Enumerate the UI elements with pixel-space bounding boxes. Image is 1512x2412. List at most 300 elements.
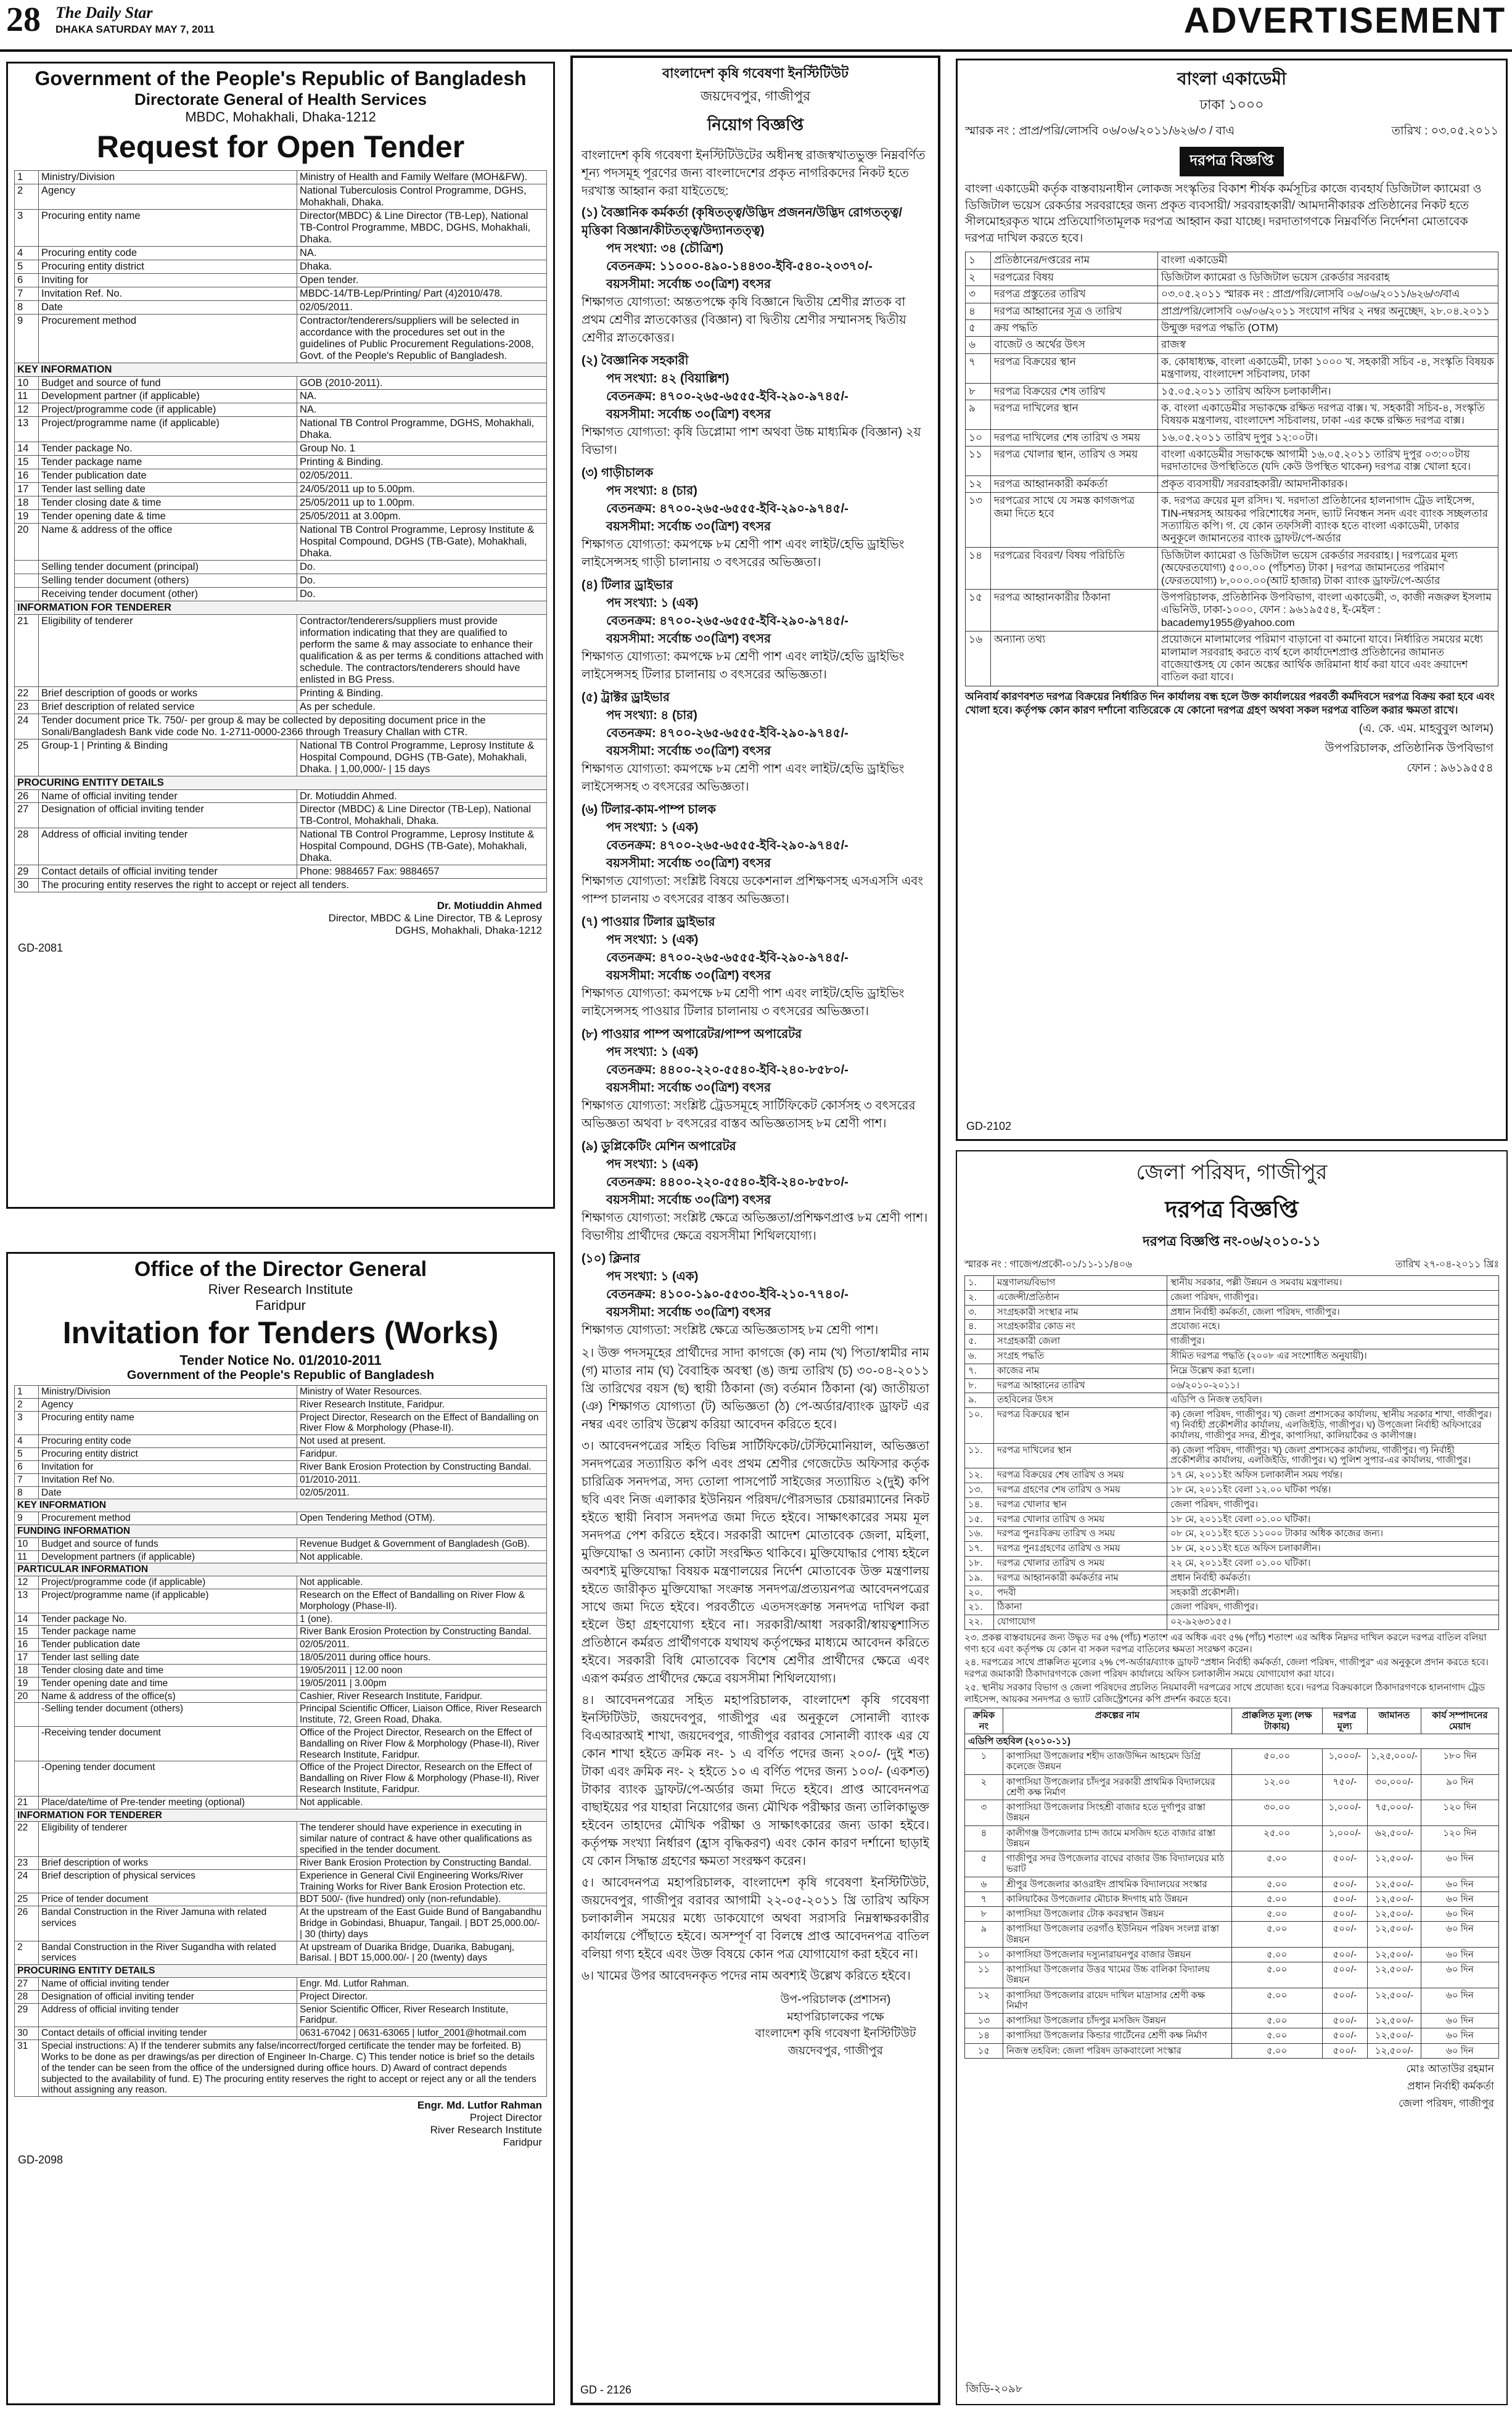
row-label: Selling tender document (others) [39, 574, 297, 588]
row-label: তহবিলের উৎস [994, 1393, 1167, 1408]
table-row [965, 1378, 1499, 1393]
post-pay: বেতনক্রম: ৪৪০০-২২০-৫৫৪০-ইবি-২৪০-৮৫৮০/- [606, 1063, 848, 1077]
row-number: 10 [15, 1537, 39, 1550]
row-number: 29 [15, 2003, 39, 2027]
table-row [966, 303, 1498, 319]
ad3-sign-inst: বাংলাদেশ কৃষি গবেষণা ইনস্টিটিউট [755, 2027, 916, 2041]
post-count: পদ সংখ্যা: ৩৪ (চৌত্রিশ) [606, 242, 724, 255]
row-label: Budget and source of fund [39, 376, 297, 390]
ad5-org: জেলা পরিষদ, গাজীপুর [1136, 1161, 1328, 1184]
cell: ৭ [965, 1891, 1003, 1906]
ad2-signer-title: Project Director [469, 2112, 542, 2124]
row-value: 0631-67042 | 0631-63065 | lutfor_2001@hotmail.com [297, 2027, 547, 2040]
post-age: বয়সসীমা: সর্বোচ্চ ৩০(ত্রিশ) বৎসর [606, 520, 771, 533]
row-label: Selling tender document (principal) [39, 561, 297, 574]
section-heading: INFORMATION FOR TENDERER [15, 1809, 547, 1822]
post-pay: বেতনক্রম: ৪৭০০-২৬৫-৬৫৫৫-ইবি-২৯০-৯৭৪৫/- [606, 502, 848, 516]
table-row [966, 337, 1498, 353]
table-row [15, 1460, 547, 1473]
post-qual: শিক্ষাগত যোগ্যতা: সংশ্লিষ্ট ক্ষেত্রে অভিজ্ঞতাসহ ৮ম শ্রেণী পাশ। [581, 1323, 879, 1337]
table-row [15, 700, 547, 714]
row-value: Ministry of Health and Family Welfare (MOH&FW). [297, 171, 547, 184]
ad2-place: Faridpur [255, 1298, 306, 1313]
table-row [15, 1626, 547, 1639]
row-number: ১৩ [966, 493, 991, 548]
row-number [15, 574, 39, 588]
row-value: NA. [297, 246, 547, 260]
table-row [15, 1525, 547, 1537]
post-age: বয়সসীমা: সর্বোচ্চ ৩০(ত্রিশ) বৎসর [606, 1081, 771, 1095]
ad2-office: Office of the Director General [134, 1257, 427, 1281]
table-row [15, 1761, 547, 1796]
cell: ৬০ দিন [1421, 1947, 1498, 1962]
row-number: ৮ [966, 383, 991, 400]
row-value: প্রধান নির্বাহী কর্মকর্তা, জেলা পরিষদ, গাজীপুর। [1167, 1305, 1499, 1320]
table-row [965, 1922, 1499, 1948]
row-value: Not applicable. [297, 1796, 547, 1809]
paragraph: ৫। আবেদনপত্র মহাপরিচালক, বাংলাদেশ কৃষি গবেষণা ইনস্টিটিউট, জয়দেবপুর, গাজীপুর বরাবর আগামী ২২-০৫-২০১১ খ্রি তারিখ অফিস চলাকালীন সময়ের মধ্যে ডাকযোগে অথবা সরাসরি নিম্নস্বাক্ষরকারীর কার্যালয়ে পৌঁছাতে হইবে। অসম্পূর্ণ বা বিলম্বে প্রাপ্ত আবেদনপত্র বাতিল বলিয়া গণ্য হইবে এবং উক্ত বিষয়ে কোন পত্র যোগাযোগ করা হইবে না। [581, 1876, 929, 1961]
table-row [965, 1276, 1499, 1291]
table-row [15, 483, 547, 496]
row-value: Not applicable. [297, 1576, 547, 1589]
ad3-body [573, 143, 938, 2065]
cell: ৬০ দিন [1421, 2028, 1498, 2043]
row-value: Dhaka. [297, 260, 547, 273]
row-number: 26 [15, 789, 39, 803]
table-row [15, 1639, 547, 1652]
row-value: Senior Scientific Officer, River Research Institute, Faridpur. [297, 2003, 547, 2027]
table-row [15, 686, 547, 700]
row-label: Tender opening date and time [39, 1677, 297, 1690]
cell: ১২,৫০০/- [1367, 1947, 1421, 1962]
table-row [15, 614, 547, 686]
row-number: 19 [15, 1677, 39, 1690]
row-value: As per schedule. [297, 700, 547, 714]
cell: ১২,৫০০/- [1367, 1922, 1421, 1948]
row-label: দরপত্র আহ্বানকারী কর্মকর্তার নাম [994, 1571, 1167, 1586]
row-value: সহকারী প্রকৌশলী। [1167, 1586, 1499, 1600]
row-value: 24/05/2011 up to 5.00pm. [297, 483, 547, 496]
cell: ৫০০/- [1322, 1947, 1367, 1962]
ad5-memo: স্মারক নং : গাজেপ/প্রকৌ-০১/১১-১১/৪০৬ [964, 1259, 1132, 1270]
row-value: Faridpur. [297, 1448, 547, 1461]
table-row [965, 1527, 1499, 1542]
table-row [966, 475, 1498, 492]
table-row [15, 1499, 547, 1512]
table-row [15, 496, 547, 510]
row-value: 02/05/2011. [297, 469, 547, 483]
row-value: ক. কোষাধ্যক্ষ, বাংলা একাডেমী, ঢাকা ১০০০ খ. সহকারী সচিব -৪, সংস্কৃতি বিষয়ক মন্ত্রণালয়, বাংলাদেশ সচিবালয়, ঢাকা [1158, 353, 1498, 383]
ad4-org: বাংলা একাডেমী [1177, 69, 1286, 88]
ad2-institute: River Research Institute [208, 1282, 353, 1297]
cell: ৫.০০ [1231, 2028, 1322, 2043]
row-label: Invitation Ref No. [39, 1473, 297, 1486]
row-value: উপপরিচালক, প্রতিষ্ঠানিক উপবিভাগ, বাংলা একাডেমী, ৩, কাজী নজরুল ইসলাম এভিনিউ, ঢাকা-১০০০, ফোন : ৯৬১৯৫৫৪, ই-মেইল : bacademy1955@yahoo.com [1158, 589, 1498, 631]
row-number: 12 [15, 1576, 39, 1589]
ad3-code: GD - 2126 [580, 2384, 632, 2396]
table-row [15, 574, 547, 588]
row-label: Bandal Construction in the River Sugandha with related services [39, 1941, 297, 1965]
row-value: Office of the Project Director, Research on the Effect of Bandalling on River Flow & Morphology (Phase-II), River Research Institute, Faridpur. [297, 1726, 547, 1761]
row-value: GOB (2010-2011). [297, 376, 547, 390]
row-number: ১৬ [966, 632, 991, 686]
row-label: দরপত্র আহ্বানের সূত্র ও তারিখ [991, 303, 1158, 319]
row-value: Project Director, Research on the Effect of Bandalling on River Flow & Morphology (Phase-II). [297, 1411, 547, 1435]
row-label: Project/programme code (if applicable) [39, 1576, 297, 1589]
row-label: Procurement method [39, 1512, 297, 1525]
row-number: ৩ [966, 286, 991, 303]
row-label: ঠিকানা [994, 1600, 1167, 1615]
cell: ১০ [965, 1947, 1003, 1962]
table-row [966, 269, 1498, 286]
row-label: Name of official inviting tender [39, 1978, 297, 1991]
row-value: Director(MBDC) & Line Director (TB-Lep), National TB-Control Programme, MBDC, DGHS, Mohakhali, Dhaka. [297, 209, 547, 246]
post-name: (১০) ক্লিনার [581, 1252, 640, 1266]
row-label: Ministry/Division [39, 171, 297, 184]
table-row [15, 1965, 547, 1978]
row-value: The tenderer should have experience in executing in similar nature of contract & have other qualifications as specified in the tender document. [297, 1822, 547, 1856]
row-value: Engr. Md. Lutfor Rahman. [297, 1978, 547, 1991]
cell: ৬০ দিন [1421, 2043, 1498, 2058]
row-label: Receiving tender document (other) [39, 588, 297, 601]
ad2-tender-table [14, 1385, 547, 2097]
row-value: জেলা পরিষদ, গাজীপুর। [1167, 1497, 1499, 1512]
row-label: Project/programme name (if applicable) [39, 417, 297, 442]
row-number: 10 [15, 376, 39, 390]
ad-zila-parishad [956, 1150, 1508, 2405]
post-pay: বেতনক্রম: ৪৭০০-২৬৫-৬৫৫৫-ইবি-২৯০-৯৭৪৫/- [606, 726, 848, 740]
cell: কাপাসিয়া উপজেলার টোক কবরস্থান উন্নয়ন [1003, 1907, 1231, 1922]
row-value: ডিজিটাল ক্যামেরা ও ডিজিটাল ভয়েস রেকর্ডার সরবরাহ [1158, 269, 1498, 286]
post-count: পদ সংখ্যা: ৪ (চার) [606, 709, 697, 722]
post-qual: শিক্ষাগত যোগ্যতা: কমপক্ষে ৮ম শ্রেণী পাশ এবং লাইট/হেভি ড্রাইভিং লাইসেন্সসহ পাওয়ার টিলার চালানায় ৩ বৎসরের অভিজ্ঞতা। [581, 987, 905, 1018]
cell: ৫.০০ [1231, 1907, 1322, 1922]
row-label: দরপত্র খোলার স্থান [994, 1497, 1167, 1512]
row-label: দরপত্র বিক্রয়ের শেষ তারিখ ও সময় [994, 1468, 1167, 1483]
row-value: জেলা পরিষদ, গাজীপুর। [1167, 1600, 1499, 1615]
row-number: 27 [15, 803, 39, 828]
row-label: দরপত্র আহ্বানকারী কর্মকর্তা [991, 475, 1158, 492]
cell: ১,০০০/- [1322, 1800, 1367, 1826]
row-label: Ministry/Division [39, 1386, 297, 1399]
post-age: বয়সসীমা: সর্বোচ্চ ৩০(ত্রিশ) বৎসর [606, 969, 771, 982]
table-row [965, 1483, 1499, 1497]
post-count: পদ সংখ্যা: ১ (এক) [606, 596, 699, 610]
table-row [15, 1703, 547, 1727]
table-row [965, 1586, 1499, 1600]
ad3-sign-role: উপ-পরিচালক (প্রশাসন) [780, 1993, 891, 2006]
ad4-date: তারিখ : ০৩.০৫.২০১১ [1391, 125, 1498, 138]
table-row [15, 789, 547, 803]
table-row [965, 2043, 1499, 2058]
row-value: Research on the Effect of Bandalling on River Flow & Morphology (Phase-II). [297, 1589, 547, 1613]
ad-rri-tender [6, 1252, 555, 2405]
row-number: 20 [15, 1690, 39, 1703]
table-row [965, 1497, 1499, 1512]
row-value: National TB Control Programme, Leprosy Institute & Hospital Compound, DGHS (TB-Gate), Mohakhali, Dhaka. [297, 828, 547, 865]
row-value: প্রাপ্র/পরি/লোসবি ০৬/০৬/২০১১ সংযোগ নথির ২ নম্বর অনুচ্ছেদ, ২৮.০৪.২০১১ [1158, 303, 1498, 319]
row-value: Ministry of Water Resources. [297, 1386, 547, 1399]
table-row [15, 314, 547, 363]
row-label: Procuring entity name [39, 1411, 297, 1435]
post-age: বয়সসীমা: সর্বোচ্চ ৩০(ত্রিশ) বৎসর [606, 632, 771, 646]
table-row [966, 493, 1498, 548]
cell: ৩০.০০ [1231, 1800, 1322, 1826]
row-label: মন্ত্রণালয়/বিভাগ [994, 1276, 1167, 1291]
section-heading: FUNDING INFORMATION [15, 1525, 547, 1537]
row-label: দরপত্র দাখিলের শেষ তারিখ ও সময় [991, 429, 1158, 446]
row-number: 19 [15, 510, 39, 524]
ad2-signer-org: River Research Institute [430, 2124, 542, 2136]
row-label: দরপত্রের বিষয় [991, 269, 1158, 286]
table-row [965, 1851, 1499, 1877]
row-number: 15 [15, 456, 39, 469]
table-row [15, 561, 547, 574]
post-name: (৭) পাওয়ার টিলার ড্রাইভার [581, 915, 715, 929]
row-number: 27 [15, 1978, 39, 1991]
cell: কাপাসিয়া উপজেলার চাঁদপুর সরকারী প্রাথমিক বিদ্যালয়ের শ্রেণী কক্ষ নির্মাণ [1003, 1774, 1231, 1800]
paragraph: ২। উক্ত পদসমূহের প্রার্থীদের সাদা কাগজে (ক) নাম (খ) পিতা/স্বামীর নাম (গ) মাতার নাম (ঘ) বৈবাহিক অবস্থা (ঙ) জন্ম তারিখ (চ) ৩০-০৪-২০১১ খ্রি তারিখের বয়স (ছ) স্থায়ী ঠিকানা (জ) বর্তমান ঠিকানা (ঝ) জাতীয়তা (ঞ) শিক্ষাগত যোগ্যতা (ট) অভিজ্ঞতা (ঠ) পে-অর্ডার/ব্যাংক ড্রাফট এর নম্বর এবং তারিখ উল্লেখ করিয়া আবেদন করিতে হবে। [581, 1346, 929, 1431]
row-number: ৯. [965, 1393, 994, 1408]
cell: ৫০০/- [1322, 2014, 1367, 2028]
column-header: জামানত [1367, 1708, 1421, 1734]
post-pay: বেতনক্রম: ৪৭০০-২৬৫-৬৫৫৫-ইবি-২৯০-৯৭৪৫/- [606, 390, 848, 403]
post-name: (৬) টিলার-কাম-পাম্প চালক [581, 803, 717, 817]
table-row [15, 879, 547, 892]
post-block [581, 689, 929, 796]
cell: ৫০০/- [1322, 1962, 1367, 1988]
row-label: Eligibility of tenderer [39, 614, 297, 686]
row-number: 3 [15, 1411, 39, 1435]
row-value: Phone: 9884657 Fax: 9884657 [297, 865, 547, 879]
row-value: 01/2010-2011. [297, 1473, 547, 1486]
row-number: ১. [965, 1276, 994, 1291]
ad3-institute: বাংলাদেশ কৃষি গবেষণা ইনস্টিটিউট [662, 65, 848, 81]
row-number: 9 [15, 314, 39, 363]
row-label: দরপত্রের সাথে যে সমস্ত কাগজপত্র জমা দিতে হবে [991, 493, 1158, 548]
row-value: প্রয়োজনে মালামালের পরিমাণ বাড়ানো বা কমানো যাবে। নির্ধারিত সময়ের মধ্যে মালামাল সরবরাহ করতে ব্যর্থ হলে কার্যাদেশপ্রাপ্ত প্রতিষ্ঠানের জামানত বাজেয়াপ্তসহ যে কোন অঙ্কের আর্থিক জরিমানা ধার্য করা যাবে এবং ক্রয়াদেশ বাতিল করা যাবে। [1158, 632, 1498, 686]
row-number: 2 [15, 184, 39, 209]
table-row [965, 1571, 1499, 1586]
row-number: ১২ [966, 475, 991, 492]
row-number: ৭. [965, 1364, 994, 1378]
cell: শ্রীপুর উপজেলার কাওরাইদ প্রাথমিক বিদ্যালয়ের সংস্কার [1003, 1877, 1231, 1891]
cell: ১ [965, 1749, 1003, 1775]
table-row [965, 1335, 1499, 1349]
row-number: 17 [15, 1652, 39, 1665]
row-number: 23 [15, 700, 39, 714]
post-count: পদ সংখ্যা: ১ (এক) [606, 1158, 699, 1171]
ad5-title: দরপত্র বিজ্ঞপ্তি [1165, 1197, 1299, 1223]
table-row [15, 1941, 547, 1965]
row-label: দরপত্র খোলার তারিখ ও সময় [994, 1556, 1167, 1571]
cell: ৬০ দিন [1421, 1962, 1498, 1988]
row-number: 26 [15, 1906, 39, 1941]
post-name: (৩) গাড়ীচালক [581, 466, 654, 480]
cell: ১,২৫,০০০/- [1367, 1749, 1421, 1775]
column-header: দরপত্র মূল্য [1322, 1708, 1367, 1734]
row-label: Tender closing date and time [39, 1664, 297, 1677]
ad3-place: জয়দেবপুর, গাজীপুর [700, 88, 811, 104]
section-heading: PROCURING ENTITY DETAILS [15, 776, 547, 789]
table-row [15, 1537, 547, 1550]
post-qual: শিক্ষাগত যোগ্যতা: কৃষি ডিপ্লোমা পাশ অথবা উচ্চ মাধ্যমিক (বিজ্ঞান) ২য় বিভাগ। [581, 426, 921, 457]
post-name: (৯) ডুপ্লিকেটিং মেশিন অপারেটর [581, 1140, 736, 1153]
row-label: Tender package No. [39, 442, 297, 456]
row-value: 19/05/2011 | 3.00pm [297, 1677, 547, 1690]
table-row [15, 510, 547, 524]
row-value: ক. বাংলা একাডেমীর সভাকক্ষে রক্ষিত দরপত্র বাক্স। খ. সহকারী সচিব-৪, সংস্কৃতি বিষয়ক মন্ত্রণালয়, বাংলাদেশ সচিবালয়, ঢাকা -এর কক্ষে রক্ষিত দরপত্র বাক্স। [1158, 400, 1498, 429]
table-row [965, 1800, 1499, 1826]
post-count: পদ সংখ্যা: ১ (এক) [606, 821, 699, 834]
row-number: 21 [15, 614, 39, 686]
row-number: 25 [15, 1893, 39, 1906]
column-header: প্রাক্কলিত মূল্য (লক্ষ টাকায়) [1231, 1708, 1322, 1734]
ad1-dept: Directorate General of Health Services [134, 90, 427, 109]
row-value: Revenue Budget & Government of Bangladesh (GoB). [297, 1537, 547, 1550]
cell: ৬০ দিন [1421, 2014, 1498, 2028]
table-row [965, 2014, 1499, 2028]
row-value: NA. [297, 403, 547, 417]
row-label: Brief description of related service [39, 700, 297, 714]
row-number: 22 [15, 686, 39, 700]
post-qual: শিক্ষাগত যোগ্যতা: কমপক্ষে ৮ম শ্রেণী পাশ এবং লাইট/হেভি ড্রাইভিং লাইসেন্সসহ গাড়ী চালানায় ৩ বৎসরের অভিজ্ঞতা। [581, 538, 905, 569]
post-count: পদ সংখ্যা: ১ (এক) [606, 933, 699, 947]
column-header: কার্য সম্পাদনের মেয়াদ [1421, 1708, 1498, 1734]
ad5-signature [964, 2059, 1499, 2115]
ad4-signer-phone: ফোন : ৯৬১৯৫৫৪ [1407, 761, 1494, 775]
cell: ৬০ দিন [1421, 1851, 1498, 1877]
row-label: সংগ্রহ পদ্ধতি [994, 1349, 1167, 1364]
row-number [15, 588, 39, 601]
table-row [15, 1726, 547, 1761]
table-row [15, 1856, 547, 1869]
row-label: পদবী [994, 1586, 1167, 1600]
row-number: 21 [15, 1796, 39, 1809]
row-label: Designation of official inviting tender [39, 803, 297, 828]
post-name: (২) বৈজ্ঞানিক সহকারী [581, 354, 689, 368]
row-label: Price of tender document [39, 1893, 297, 1906]
post-age: বয়সসীমা: সর্বোচ্চ ৩০(ত্রিশ) বৎসর [606, 278, 771, 291]
row-number: ৪. [965, 1320, 994, 1335]
table-row [965, 1988, 1499, 2014]
row-value: 18/05/2011 during office hours. [297, 1652, 547, 1665]
row-label: Invitation for [39, 1460, 297, 1473]
post-qual: শিক্ষাগত যোগ্যতা: সংশ্লিষ্ট ক্ষেত্রে অভিজ্ঞতা/প্রশিক্ষণপ্রাপ্ত ৮ম শ্রেণী পাশ। বিভাগীয় প্রার্থীদের ক্ষেত্রে বয়সসীমা শিথিলযোগ্য। [581, 1211, 928, 1243]
row-number: ১০. [965, 1408, 994, 1443]
row-label: Name of official inviting tender [39, 789, 297, 803]
row-label: Project/programme name (if applicable) [39, 1589, 297, 1613]
row-value: Contractor/tenderers/suppliers must provide information indicating that they are qualified to perform the same & may associate to enhance their qualification & as per terms & conditions attached with schedule. The contractors/tenderers should have enlisted in BG Press. [297, 614, 547, 686]
ad1-signer-address: DGHS, Mohakhali, Dhaka-1212 [395, 924, 542, 937]
row-label: Tender publication date [39, 1639, 297, 1652]
row-number: 30 [15, 879, 39, 892]
row-value: MBDC-14/TB-Lep/Printing/ Part (4)2010/478. [297, 287, 547, 300]
row-number: 13 [15, 1589, 39, 1613]
ad5-notice: দরপত্র বিজ্ঞপ্তি নং-০৬/২০১০-১১ [1143, 1233, 1321, 1249]
page-number: 28 [6, 1, 41, 39]
ad-dghs-tender [6, 62, 555, 1209]
group-row [965, 1734, 1499, 1748]
cell: ৪ [965, 1825, 1003, 1851]
row-value: 02/05/2011. [297, 1639, 547, 1652]
cell: ১২,৫০০/- [1367, 2014, 1421, 2028]
row-label: Development partners (if applicable) [39, 1550, 297, 1563]
row-number: 8 [15, 1486, 39, 1499]
table-row [15, 1978, 547, 1991]
row-value: নিম্নে উল্লেখ করা হলো। [1167, 1364, 1499, 1378]
table-row [15, 1448, 547, 1461]
row-label: Date [39, 300, 297, 314]
table-row [15, 417, 547, 442]
table-row [15, 1473, 547, 1486]
table-row [15, 403, 547, 417]
cell: ১৪ [965, 2028, 1003, 2043]
row-value: Do. [297, 574, 547, 588]
cell: ২৫.০০ [1231, 1825, 1322, 1851]
post-block [581, 913, 929, 1021]
post-name: (৪) টিলার ড্রাইভার [581, 578, 673, 592]
row-value: 02/05/2011. [297, 1486, 547, 1499]
newspaper-name: The Daily Star [55, 4, 153, 22]
row-number: 28 [15, 828, 39, 865]
row-value: Director (MBDC) & Line Director (TB-Lep), National TB-Control, Mohakhali, Dhaka. [297, 803, 547, 828]
ad-bari-recruitment [570, 56, 940, 2405]
table-row [15, 524, 547, 561]
table-row [965, 1907, 1499, 1922]
row-value: জেলা পরিষদ, গাজীপুর। [1167, 1290, 1499, 1305]
row-label: দরপত্র দাখিলের স্থান [991, 400, 1158, 429]
table-row [966, 632, 1498, 686]
row-label: দরপত্র পুনঃবিক্রয় তারিখ ও সময় [994, 1527, 1167, 1542]
ad5-signer: মোঃ আতাউর রহমান [1406, 2062, 1494, 2075]
ad5-info-table [964, 1275, 1499, 1630]
row-label: Place/date/time of Pre-tender meeting (optional) [39, 1796, 297, 1809]
ad2-title: Invitation for Tenders (Works) [62, 1315, 499, 1350]
header-row [965, 1708, 1499, 1734]
ad1-signer: Dr. Motiuddin Ahmed [437, 900, 542, 912]
ad3-signature [742, 1989, 929, 2062]
row-label: দরপত্র খোলার স্থান, তারিখ ও সময় [991, 447, 1158, 476]
row-value: Principal Scientific Officer, Liaison Office, River Research Institute, 72, Green Road, Dhaka. [297, 1703, 547, 1727]
cell: ৫.০০ [1231, 1877, 1322, 1891]
row-value: ডিজিটাল ক্যামেরা ও ডিজিটাল ভয়েস রেকর্ডার সরবরাহ। | দরপত্রের মূল্য (অফেরতযোগ্য) ৫০০.০০ (পাঁচশত) টাকা | দরপত্র জামানতের পরিমাণ (ফেরতযোগ্য) ৮,০০০.০০(আট হাজার) টাকা ব্যাংক ড্রাফট/পে-অর্ডার [1158, 547, 1498, 589]
cell: ৫০০/- [1322, 1907, 1367, 1922]
ad4-signer: (এ. কে. এম. মাহবুবুল আলম) [1358, 722, 1494, 735]
row-number: 7 [15, 1473, 39, 1486]
row-number: ১৮. [965, 1556, 994, 1571]
row-text: Special instructions: A) If the tenderer submits any false/incorrect/forged certificate the tender may be forfeited. B) Works to be done as per drawings/as per direction of Engineer In-Charge. C) This tender notice is brief so the details of the tender can be seen from the office of the undersigned during office hours. D) Award of contract depends subjected to the availability of fund. E) The procuring entity reserves the right to accept or reject any or all the tenders without assigning any reason. [39, 2040, 547, 2097]
table-row [966, 429, 1498, 446]
cell: ৫.০০ [1231, 1947, 1322, 1962]
ad2-signer: Engr. Md. Lutfor Rahman [417, 2099, 542, 2112]
row-label: Eligibility of tenderer [39, 1822, 297, 1856]
row-value: ১৬.০৫.২০১১ তারিখ দুপুর ১২:০০টা। [1158, 429, 1498, 446]
row-value: Contractor/tenderers/suppliers will be selected in accordance with the procedures set out in the guidelines of Public Procurement Regulations-2008, Govt. of the People's Republic of Bangladesh. [297, 314, 547, 363]
cell: ৮ [965, 1907, 1003, 1922]
row-value: Printing & Binding. [297, 456, 547, 469]
row-number: 15 [15, 1626, 39, 1639]
table-row [965, 1320, 1499, 1335]
ad4-title: দরপত্র বিজ্ঞপ্তি [1180, 147, 1283, 176]
table-row [15, 1652, 547, 1665]
row-number [15, 1761, 39, 1796]
row-label: দরপত্র বিক্রয়ের শেষ তারিখ [991, 383, 1158, 400]
row-label: Address of official inviting tender [39, 828, 297, 865]
row-value: Do. [297, 588, 547, 601]
row-number: ৭ [966, 353, 991, 383]
row-label: Procurement method [39, 314, 297, 363]
